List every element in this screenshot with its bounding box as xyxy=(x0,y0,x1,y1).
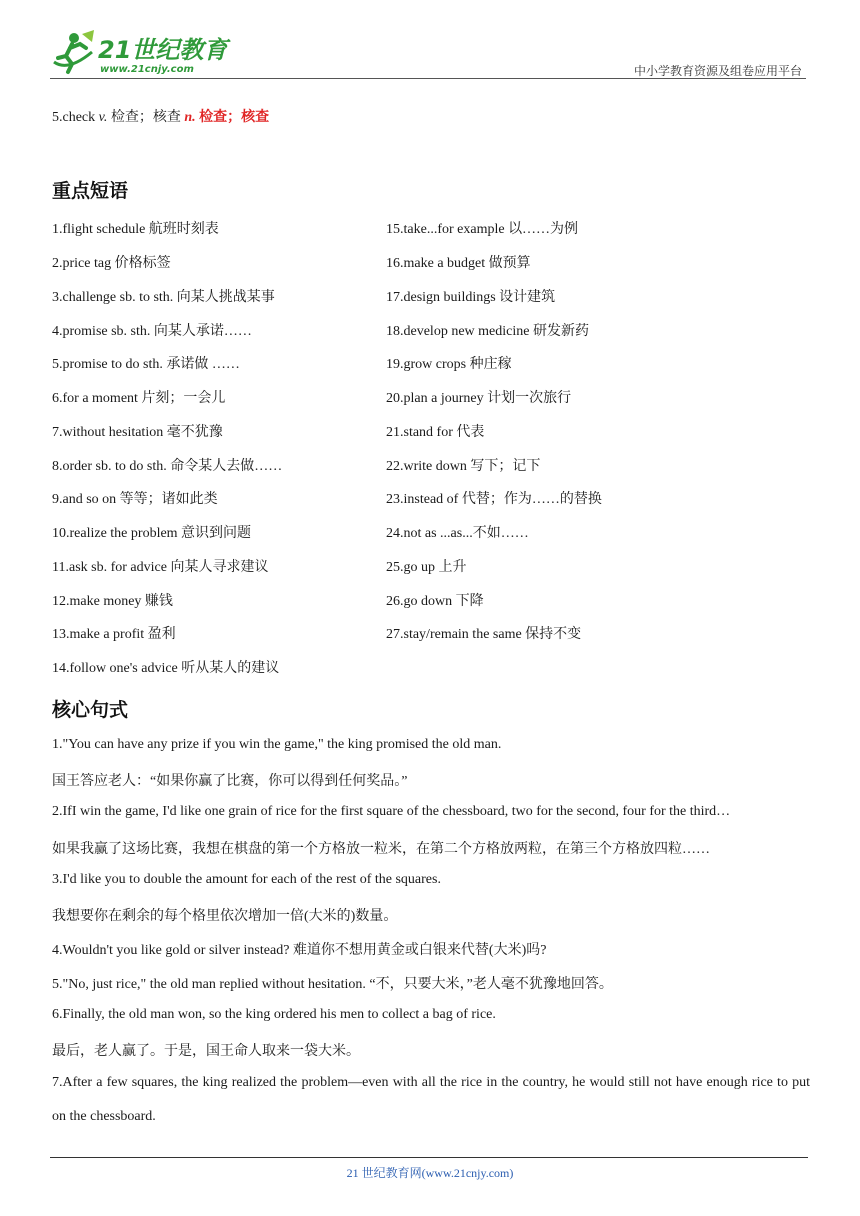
phrase-item: 25.go up 上升 xyxy=(386,560,467,575)
pos-verb: v. xyxy=(98,110,108,125)
phrase-item: 21.stand for 代表 xyxy=(386,425,485,440)
phrase-item: 4.promise sb. sth. 向某人承诺…… xyxy=(52,324,252,339)
vocab-word: 5.check xyxy=(52,110,99,125)
logo-url: www.21cnjy.com xyxy=(100,64,194,75)
phrase-item: 11.ask sb. for advice 向某人寻求建议 xyxy=(52,560,269,575)
runner-logo-icon xyxy=(48,28,98,78)
phrase-item: 19.grow crops 种庄稼 xyxy=(386,357,512,372)
logo-text: 21世纪教育 xyxy=(98,36,228,64)
sentence-line: 5."No, just rice," the old man replied without hesitation. “不，只要大米，”老人毫不犹豫地回答。 xyxy=(52,977,613,992)
phrase-item: 26.go down 下降 xyxy=(386,594,484,609)
page-header xyxy=(0,0,860,90)
sentence-paragraph: 7.After a few squares, the king realized the problem—even with all the rice in the country, he would still not have enough rice to put on the chessboard. xyxy=(52,1075,810,1124)
phrase-item: 23.instead of 代替；作为……的替换 xyxy=(386,492,602,507)
sentence-line: 6.Finally, the old man won, so the king ordered his men to collect a bag of rice. xyxy=(52,1007,496,1022)
meaning-noun: 检查；核查 xyxy=(195,110,270,125)
phrase-item: 17.design buildings 设计建筑 xyxy=(386,290,556,305)
sentence-line: 如果我赢了这场比赛，我想在棋盘的第一个方格放一粒米，在第二个方格放两粒，在第三个方格放四粒…… xyxy=(52,842,710,857)
phrase-item: 14.follow one's advice 听从某人的建议 xyxy=(52,661,280,676)
footer-source[interactable]: 21 世纪教育网(www.21cnjy.com) xyxy=(346,1166,514,1180)
phrase-item: 13.make a profit 盈利 xyxy=(52,627,176,642)
phrase-item: 5.promise to do sth. 承诺做 …… xyxy=(52,357,240,372)
sentence-line: 4.Wouldn't you like gold or silver instead? 难道你不想用黄金或白银来代替(大米)吗? xyxy=(52,943,547,958)
sentence-line: 3.I'd like you to double the amount for each of the rest of the squares. xyxy=(52,872,441,887)
phrase-item: 3.challenge sb. to sth. 向某人挑战某事 xyxy=(52,290,275,305)
phrase-item: 2.price tag 价格标签 xyxy=(52,256,171,271)
sentence-line: 1."You can have any prize if you win the game," the king promised the old man. xyxy=(52,737,502,752)
phrase-item: 22.write down 写下；记下 xyxy=(386,459,541,474)
site-logo xyxy=(48,28,248,80)
sentence-line: 2.IfI win the game, I'd like one grain of rice for the first square of the chessboard, two for the second, four for the third… xyxy=(52,804,731,819)
meaning-verb: 检查；核查 xyxy=(107,110,185,125)
phrase-item: 15.take...for example 以……为例 xyxy=(386,222,579,237)
phrase-item: 18.develop new medicine 研发新药 xyxy=(386,324,589,339)
phrase-item: 6.for a moment 片刻；一会儿 xyxy=(52,391,226,406)
phrase-item: 8.order sb. to do sth. 命令某人去做…… xyxy=(52,459,283,474)
sentence-line: 国王答应老人：“如果你赢了比赛，你可以得到任何奖品。” xyxy=(52,774,408,789)
vocab-item xyxy=(52,106,269,126)
section-title-phrases: 重点短语 xyxy=(52,180,129,202)
sentence-line: 最后，老人赢了。于是，国王命人取来一袋大米。 xyxy=(52,1044,360,1059)
phrase-item: 7.without hesitation 毫不犹豫 xyxy=(52,425,223,440)
header-divider xyxy=(50,78,806,79)
phrase-item: 1.flight schedule 航班时刻表 xyxy=(52,222,219,237)
phrase-item: 9.and so on 等等；诸如此类 xyxy=(52,492,218,507)
section-title-sentences: 核心句式 xyxy=(52,699,129,721)
phrase-item: 24.not as ...as...不如…… xyxy=(386,526,529,541)
footer-divider xyxy=(50,1157,808,1158)
phrase-item: 12.make money 赚钱 xyxy=(52,594,173,609)
sentence-line: 我想要你在剩余的每个格里依次增加一倍(大米的)数量。 xyxy=(52,909,398,924)
pos-noun: n. xyxy=(184,110,196,125)
phrase-item: 10.realize the problem 意识到问题 xyxy=(52,526,252,541)
phrase-item: 27.stay/remain the same 保持不变 xyxy=(386,627,582,642)
platform-name: 中小学教育资源及组卷应用平台 xyxy=(633,64,802,78)
phrase-item: 16.make a budget 做预算 xyxy=(386,256,531,271)
phrase-item: 20.plan a journey 计划一次旅行 xyxy=(386,391,572,406)
